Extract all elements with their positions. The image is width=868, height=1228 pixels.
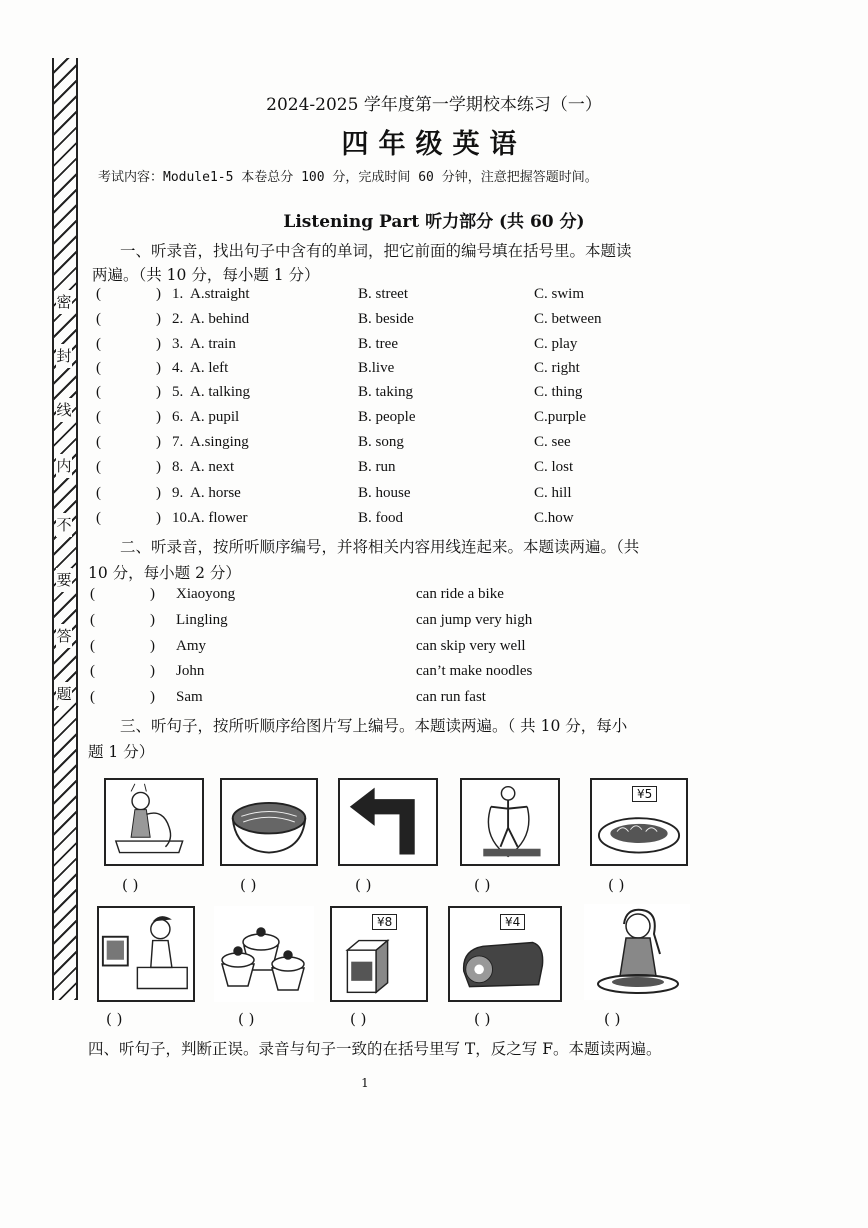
binding-char: 封 — [56, 344, 72, 368]
option-b: B. run — [358, 459, 396, 475]
option-c: C. lost — [534, 459, 574, 475]
option-b: B. street — [358, 286, 408, 302]
answer-paren-close: ) — [156, 434, 161, 450]
item-number: 4. — [172, 360, 184, 376]
section2-instruction-line2: 10 分，每小题 2 分） — [88, 564, 241, 582]
answer-paren-open[interactable]: ( — [96, 434, 101, 450]
exam-subtitle: 四年级英语 — [341, 129, 527, 160]
option-b: B.live — [358, 360, 395, 376]
answer-paren-close: ) — [156, 336, 161, 352]
answer-blank[interactable]: ( ) — [238, 1010, 255, 1028]
item-number: 2. — [172, 311, 184, 327]
option-c: C.how — [534, 510, 574, 526]
option-b: B. song — [358, 434, 404, 450]
answer-paren-close: ) — [150, 612, 155, 628]
binding-char: 答 — [56, 624, 72, 648]
section3-instruction-line1: 三、听句子，按所听顺序给图片写上编号。本题读两遍。（ 共 10 分，每小 — [120, 717, 628, 735]
binding-char: 不 — [56, 513, 72, 537]
option-c: C. thing — [534, 384, 583, 400]
cakes-icon — [214, 906, 314, 1002]
option-c: C. swim — [534, 286, 585, 302]
section3-instruction-line2: 题 1 分） — [88, 743, 155, 761]
answer-paren-close: ) — [156, 459, 161, 475]
student-action: can ride a bike — [416, 586, 504, 602]
answer-blank[interactable]: ( ) — [474, 1010, 491, 1028]
answer-blank[interactable]: ( ) — [474, 876, 491, 894]
option-a: A. horse — [190, 485, 241, 501]
answer-blank[interactable]: ( ) — [240, 876, 257, 894]
student-action: can’t make noodles — [416, 663, 533, 679]
man-pulling-noodles-icon — [104, 778, 204, 866]
answer-paren-open[interactable]: ( — [90, 663, 95, 679]
binding-char: 密 — [56, 290, 72, 314]
answer-paren-close: ) — [156, 311, 161, 327]
girl-watching-tv-icon — [97, 906, 195, 1002]
option-a: A. train — [190, 336, 236, 352]
option-a: A. left — [190, 360, 229, 376]
option-b: B. tree — [358, 336, 398, 352]
item-number: 8. — [172, 459, 184, 475]
answer-paren-close: ) — [156, 384, 161, 400]
price-tag: ¥4 — [500, 914, 525, 930]
student-action: can jump very high — [416, 612, 533, 628]
answer-paren-close: ) — [156, 360, 161, 376]
answer-blank[interactable]: ( ) — [106, 1010, 123, 1028]
section1-instruction-line1: 一、听录音，找出句子中含有的单词，把它前面的编号填在括号里。本题读 — [120, 242, 632, 260]
option-b: B. food — [358, 510, 403, 526]
answer-blank[interactable]: ( ) — [604, 1010, 621, 1028]
page-number: 1 — [361, 1076, 369, 1090]
binding-char: 题 — [56, 682, 72, 706]
answer-paren-open[interactable]: ( — [96, 409, 101, 425]
exam-title: 2024-2025 学年度第一学期校本练习（一） — [266, 95, 602, 115]
answer-paren-open[interactable]: ( — [96, 336, 101, 352]
student-name: Xiaoyong — [176, 586, 236, 602]
option-c: C. play — [534, 336, 578, 352]
answer-paren-close: ) — [150, 663, 155, 679]
answer-blank[interactable]: ( ) — [122, 876, 139, 894]
girl-eating-icon — [584, 904, 690, 1000]
option-a: A. talking — [190, 384, 250, 400]
answer-paren-close: ) — [156, 510, 161, 526]
answer-paren-open[interactable]: ( — [96, 286, 101, 302]
item-number: 7. — [172, 434, 184, 450]
student-name: John — [176, 663, 205, 679]
student-name: Sam — [176, 689, 203, 705]
answer-paren-open[interactable]: ( — [96, 485, 101, 501]
answer-paren-open[interactable]: ( — [90, 612, 95, 628]
answer-paren-open[interactable]: ( — [90, 586, 95, 602]
binding-char: 内 — [56, 454, 72, 478]
option-b: B. taking — [358, 384, 413, 400]
option-a: A. pupil — [190, 409, 240, 425]
answer-paren-open[interactable]: ( — [96, 510, 101, 526]
answer-paren-close: ) — [156, 286, 161, 302]
section4-instruction: 四、听句子，判断正误。录音与句子一致的在括号里写 T，反之写 F。本题读两遍。 — [88, 1040, 662, 1058]
answer-blank[interactable]: ( ) — [350, 1010, 367, 1028]
item-number: 3. — [172, 336, 184, 352]
answer-blank[interactable]: ( ) — [355, 876, 372, 894]
answer-paren-close: ) — [156, 485, 161, 501]
price-tag: ¥5 — [632, 786, 657, 802]
listening-part-heading: Listening Part 听力部分 (共 60 分) — [283, 212, 585, 232]
option-c: C. between — [534, 311, 602, 327]
noodle-bowl-icon — [220, 778, 318, 866]
option-a: A. flower — [190, 510, 248, 526]
answer-paren-open[interactable]: ( — [90, 689, 95, 705]
exam-info: 考试内容：Module1-5 本卷总分 100 分，完成时间 60 分钟，注意把握答题时间。 — [98, 170, 598, 185]
student-action: can run fast — [416, 689, 486, 705]
answer-paren-open[interactable]: ( — [96, 311, 101, 327]
price-tag: ¥8 — [372, 914, 397, 930]
option-c: C. see — [534, 434, 571, 450]
option-c: C. hill — [534, 485, 572, 501]
student-action: can skip very well — [416, 638, 526, 654]
binding-char: 要 — [56, 568, 72, 592]
turn-left-arrow-icon — [338, 778, 438, 866]
option-a: A. next — [190, 459, 235, 475]
item-number: 5. — [172, 384, 184, 400]
person-skipping-rope-icon — [460, 778, 560, 866]
option-c: C. right — [534, 360, 580, 376]
answer-paren-close: ) — [150, 638, 155, 654]
student-name: Amy — [176, 638, 206, 654]
item-number: 1. — [172, 286, 184, 302]
option-b: B. beside — [358, 311, 414, 327]
item-number: 10. — [172, 510, 191, 526]
item-number: 9. — [172, 485, 184, 501]
answer-paren-open[interactable]: ( — [90, 638, 95, 654]
answer-blank[interactable]: ( ) — [608, 876, 625, 894]
option-a: A.straight — [190, 286, 250, 302]
option-b: B. house — [358, 485, 411, 501]
binding-char: 线 — [56, 398, 72, 422]
answer-paren-open[interactable]: ( — [96, 459, 101, 475]
student-name: Lingling — [176, 612, 228, 628]
option-c: C.purple — [534, 409, 587, 425]
answer-paren-open[interactable]: ( — [96, 360, 101, 376]
section2-instruction-line1: 二、听录音，按所听顺序编号，并将相关内容用线连起来。本题读两遍。（共 — [120, 538, 640, 556]
answer-paren-close: ) — [150, 586, 155, 602]
option-a: A.singing — [190, 434, 249, 450]
section1-instruction-line2: 两遍。（共 10 分，每小题 1 分） — [92, 266, 320, 284]
option-a: A. behind — [190, 311, 250, 327]
answer-paren-close: ) — [150, 689, 155, 705]
answer-paren-open[interactable]: ( — [96, 384, 101, 400]
answer-paren-close: ) — [156, 409, 161, 425]
option-b: B. people — [358, 409, 416, 425]
item-number: 6. — [172, 409, 184, 425]
